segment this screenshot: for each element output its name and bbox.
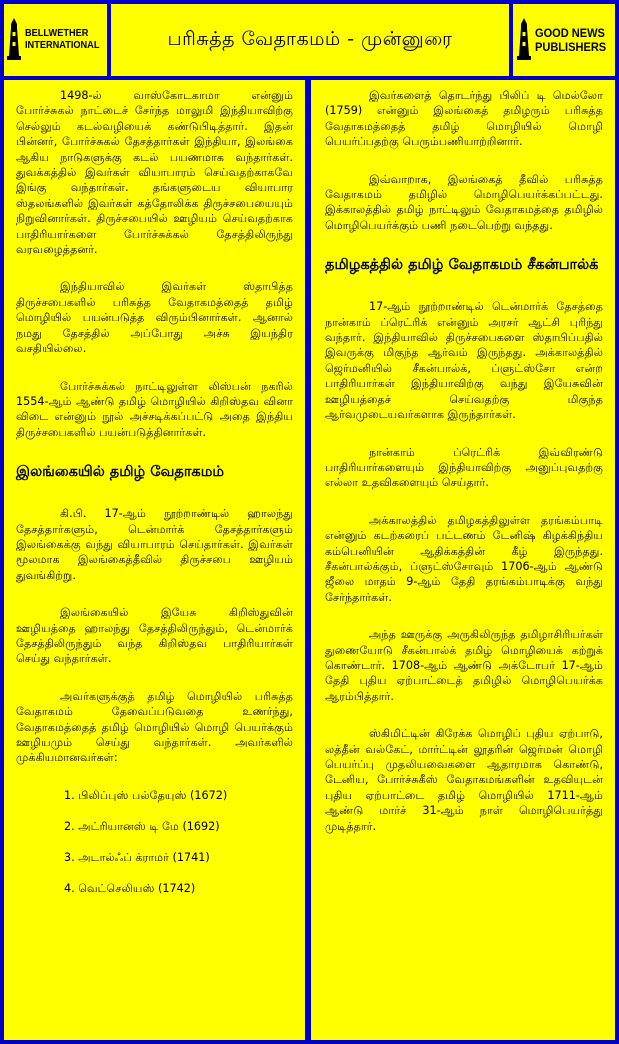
paragraph: இவ்வாறாக, இலங்கைத் தீவில் பரிசுத்த வேதாகமம் தமிழில் மொழிபெயர்க்கப்பட்டது. இக்காலத்தில் தமிழ் நாட்டிலும் வேதாகமத்தை தமிழில் மொழிபெயர்க்கும் பணி நடைபெற்று வந்தது. xyxy=(325,172,603,232)
logo-right-line1: GOOD NEWS xyxy=(534,26,605,40)
paragraph: அந்த ஊருக்கு அருகிலிருந்த தமிழாசிரியர்கள் துணையோடு சீகன்பால்க் தமிழ் மொழியைக் கற்றுக் கொண்டார். 1708-ஆம் ஆண்டு அக்டோபர் 17-ஆம் தேதி புதிய ஏற்பாட்டைத் தமிழில் மொழிபெயர்க்க ஆரம்பித்தார். xyxy=(325,628,603,703)
paragraph: இவர்களைத் தொடர்ந்து பிலிப் டி மெல்லோ (1759) என்னும் இலங்கைத் தமிழரும் பரிசுத்த வேதாகமத்தைத் தமிழ் மொழியில் மொழி பெயர்ப்பதற்கு பெரும்பணியாற்றினார். xyxy=(325,89,603,149)
section-heading: இலங்கையில் தமிழ் வேதாகமம் xyxy=(16,464,225,481)
good-news-logo xyxy=(513,4,615,76)
title-panel xyxy=(111,4,509,76)
bellwether-logo xyxy=(4,4,107,76)
logo-left-line1: BELLWETHER xyxy=(24,28,88,39)
list-item: 3. அடால்ஃப் க்ராமர் (1741) xyxy=(64,850,210,864)
good-news-logo-panel xyxy=(513,4,615,76)
page-title: பரிசுத்த வேதாகமம் - முன்னுரை xyxy=(167,27,453,50)
logo-left-line2: INTERNATIONAL xyxy=(24,40,99,51)
right-column xyxy=(311,80,615,1040)
paragraph: போர்ச்சுக்கல் நாட்டிலுள்ள லிஸ்பன் நகரில் 1554-ஆம் ஆண்டு தமிழ் மொழியில் கிறிஸ்தவ வினா விடை என்னும் நூல் அச்சடிக்கப்பட்டு அதை இந்திய திருச்சபைகளில் பயன்படுத்தினார்கள். xyxy=(16,379,293,439)
paragraph: 1498-ல் வாஸ்கோடகாமா என்னும் போர்ச்சுகல் நாட்டைச் சேர்ந்த மாலுமி இந்தியாவிற்கு செல்லும் கடல்வழியைக் கண்டுபிடித்தார். இதன் பின்னர், போர்ச்சுகல் தேசத்தார்கள் இந்தியா, இலங்கை ஆகிய நாடுகளுக்கு கடல் பயணமாக வந்தார்கள். துவக்கத்தில் இவர்கள் வியாபாரம் செய்வதற்காகவே இங்கு வந்தார்கள். தங்களுடைய வியாபார ஸ்தலங்களில் இவர்கள் கத்தோலிக்க திருச்சபையையும் நிறுவினார்கள். திருச்சபையில் ஊழியம் செய்வதற்காக பாதிரியார்களை போர்ச்சுக்கல் தேசத்திலிருந்து வரவழைத்தனர். xyxy=(16,89,293,257)
logo-right-line2: PUBLISHERS xyxy=(534,40,606,54)
paragraph: இந்தியாவில் இவர்கள் ஸ்தாபித்த திருச்சபைகளில் பரிசுத்த வேதாகமத்தைத் தமிழ் மொழியில் பயன்படுத்த விரும்பினார்கள். ஆனால் நமது தேசத்தில் அப்போது அச்சு இயந்திர வசதியில்லை. xyxy=(16,280,293,356)
paragraph: நான்காம் ப்ரெட்ரிக் இவ்விரண்டு பாதிரியார்களையும் இந்தியாவிற்கு அனுப்புவதற்கு எல்லா உதவிகளையும் செய்தார். xyxy=(325,445,603,490)
paragraph: இலங்கையில் இயேசு கிறிஸ்துவின் ஊழியத்தை ஹாலந்து தேசத்திலிருந்தும், டென்மார்க் தேசத்திலிருந்தும் வந்த கிறிஸ்தவ பாதிரியார்கள் செய்து வந்தார்கள். xyxy=(16,606,293,666)
paragraph: ஸ்கிமிட்டின் கிரேக்க மொழிப் புதிய ஏற்பாடு, லத்தீன் வல்கேட், மார்ட்டின் லூதரின் ஜெர்மன் மொழி பெயர்ப்பு முதலியவைகளை ஆதாரமாக கொண்டு, டேனிய, போர்ச்சுகீஸ் வேதாகமங்களின் உதவியுடன் புதிய ஏற்பாட்டை தமிழ் மொழியில் 1711-ஆம் ஆண்டு மார்ச் 31-ஆம் நாள் மொழிபெயர்த்து முடித்தார். xyxy=(325,727,603,833)
list-item: 4. வெட்செலியஸ் (1742) xyxy=(64,881,196,895)
paragraph: கி.பி. 17-ஆம் நூற்றாண்டில் ஹாலந்து தேசத்தார்களும், டென்மார்க் தேசத்தார்களும் இலங்கைக்கு வந்து வியாபாரம் செய்தார்கள். இவர்கள் மூலமாக இலங்கைத்தீவில் திருச்சபை ஊழியம் துவங்கிற்று. xyxy=(16,507,293,582)
paragraph: அக்காலத்தில் தமிழகத்திலுள்ள தரங்கம்பாடி என்னும் கடற்கரைப் பட்டணம் டேனிஷ் கிழக்கிந்திய கம்பெனியின் ஆதிக்கத்தின் கீழ் இருந்தது. சீகன்பால்க்கும், ப்ளுட்ஸ்சோவும் 1706-ஆம் ஆண்டு ஜீலை மாதம் 9-ஆம் தேதி தரங்கம்பாடிக்கு வந்து சேர்ந்தார்கள். xyxy=(325,513,603,604)
paragraph: அவர்களுக்குத் தமிழ் மொழியில் பரிசுத்த வேதாகமம் தேவைப்படுவதை உணர்ந்து, வேதாகமத்தைத் தமிழ் மொழியில் மொழி பெயர்க்கும் ஊழியமும் செய்து வந்தார்கள். அவர்களில் முக்கியமானவர்கள்: xyxy=(16,689,293,765)
lighthouse-icon xyxy=(516,18,532,62)
lighthouse-icon xyxy=(6,18,22,62)
translator-list xyxy=(16,788,293,896)
bellwether-logo-panel xyxy=(4,4,107,76)
paragraph: 17-ஆம் நூற்றாண்டில் டென்மார்க் தேசத்தை நான்காம் ப்ரெட்ரிக் என்னும் அரசர் ஆட்சி புரிந்து வந்தார். இந்தியாவில் திருச்சபைகளை ஸ்தாபிப்பதில் இவருக்கு மிகுந்த ஆர்வம் இருந்தது. அக்காலத்தில் ஜெர்மனியில் சீகன்பால்க், ப்ளுட்ஸ்சோ என்ற பாதிரியார்கள் இந்தியாவிற்கு வந்து இயேசுவின் ஊழியத்தைச் செய்வதற்கு மிகுந்த ஆர்வமுடையவர்களாக இருந்தார்கள். xyxy=(325,300,603,422)
list-item: 1. பிலிப்புஸ் பல்தேயுஸ் (1672) xyxy=(64,788,228,802)
list-item: 2. அட்ரியானஸ் டி மே (1692) xyxy=(64,819,220,833)
section-heading: தமிழகத்தில் தமிழ் வேதாகமம் சீகன்பால்க் xyxy=(325,257,599,274)
left-column xyxy=(4,80,305,1040)
